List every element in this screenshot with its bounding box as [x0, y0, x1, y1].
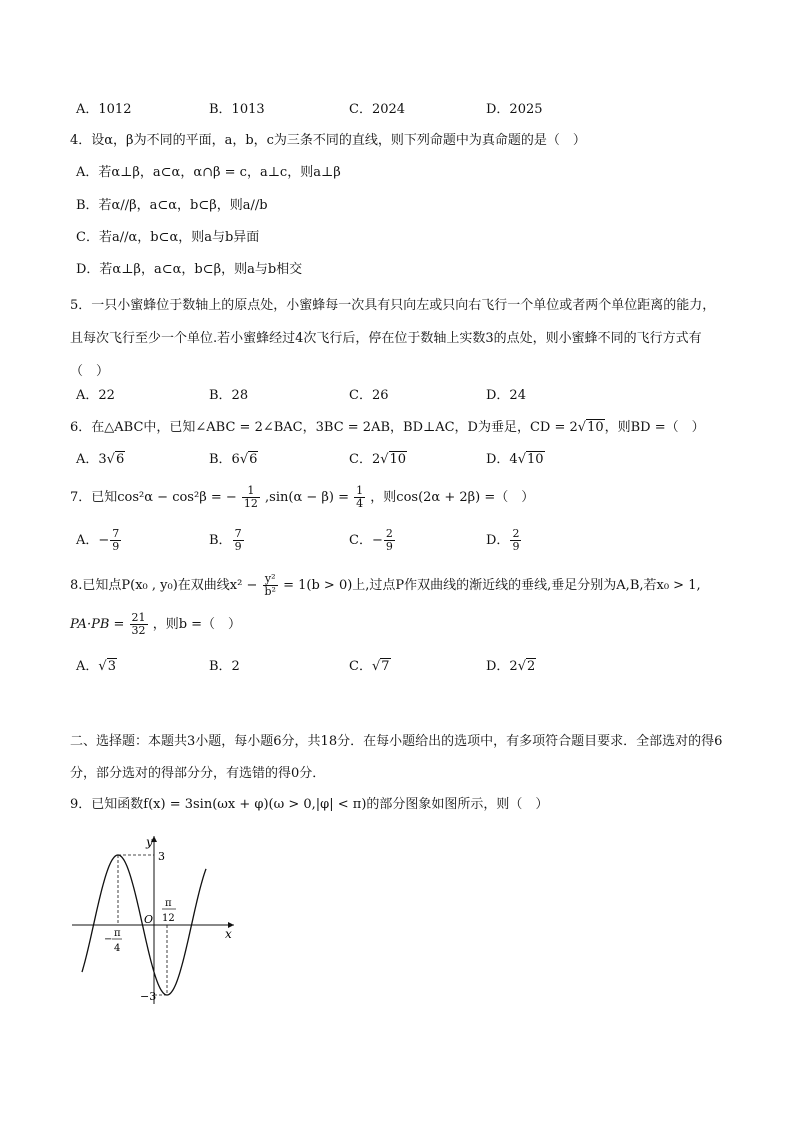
xtick-2-den: 12: [162, 913, 175, 924]
q3-options: [76, 99, 726, 121]
q7-option-a[interactable]: A．− $\frac{7}{9}$: [76, 527, 120, 553]
q7-frac-1: $\frac{1}{12}$: [243, 484, 258, 510]
q4-option-a[interactable]: A．若α⊥β，a⊂α，α∩β = c，a⊥c，则a⊥β: [76, 165, 341, 180]
function-graph: [70, 832, 250, 1012]
q5-options: [76, 385, 726, 407]
q8-option-a[interactable]: A．√3: [76, 659, 116, 674]
q3-option-c[interactable]: C．2024: [349, 102, 406, 117]
q6-option-c[interactable]: C．2√10: [349, 452, 407, 467]
q7-options: [76, 528, 726, 558]
q6-option-a[interactable]: A．3√6: [76, 452, 125, 467]
q5-option-d[interactable]: D．24: [486, 388, 526, 403]
q4-option-d[interactable]: D．若α⊥β，a⊂α，b⊂β，则a与b相交: [76, 262, 303, 277]
q5-option-c[interactable]: C．26: [349, 388, 389, 403]
q6-options: [76, 449, 726, 471]
q8-stem-line2: PA·PB = $\frac{21}{32}$ ，则b =（ ）: [70, 611, 242, 637]
q8-frac-1: $\frac{\text{y²}}{\text{b²}}$: [264, 572, 276, 598]
q6-option-b[interactable]: B．6√6: [209, 452, 258, 467]
q7-frac-2: $\frac{1}{4}$: [356, 484, 364, 510]
q7-option-c[interactable]: C．− $\frac{2}{9}$: [349, 527, 393, 553]
q8-option-d[interactable]: D．2√2: [486, 659, 536, 674]
q6-stem: 6．在△ABC中，已知∠ABC = 2∠BAC，3BC = 2AB，BD⊥AC，D为垂足，CD = 2√10，则BD =（ ）: [70, 420, 705, 435]
q6-option-d[interactable]: D．4√10: [486, 452, 544, 467]
y-max-label: 3: [158, 850, 165, 863]
q5-option-b[interactable]: B．28: [209, 388, 249, 403]
q4-option-b[interactable]: B．若α//β，a⊂α，b⊂β，则a//b: [76, 198, 268, 213]
q8-options: [76, 656, 726, 678]
q4-option-c[interactable]: C．若a//α，b⊂α，则a与b异面: [76, 230, 260, 245]
xtick-2-num: π: [165, 898, 172, 909]
q3-option-a[interactable]: A．1012: [76, 102, 132, 117]
q8-frac-2: $\frac{21}{32}$: [131, 611, 146, 637]
q7-option-b[interactable]: B． $\frac{7}{9}$: [209, 527, 242, 553]
q3-option-d[interactable]: D．2025: [486, 102, 543, 117]
q8-stem: 8.已知点P(x₀ , y₀)在双曲线x² − $\frac{\text{y²}}{\text{b²}}$ = 1(b > 0)上,过点P作双曲线的渐近线的垂线,垂足分别为A,B,若x₀ > 1,: [70, 572, 701, 598]
q7-option-d[interactable]: D． $\frac{2}{9}$: [486, 527, 520, 553]
origin-label: O: [144, 913, 154, 926]
q8-option-c[interactable]: C．√7: [349, 659, 390, 674]
xtick-1-num: π: [114, 928, 121, 939]
q3-option-b[interactable]: B．1013: [209, 102, 265, 117]
q4-stem: 4．设α，β为不同的平面，a，b，c为三条不同的直线，则下列命题中为真命题的是（ ）: [70, 133, 586, 148]
x-axis-label: x: [225, 927, 232, 941]
q5-stem: 5．一只小蜜蜂位于数轴上的原点处，小蜜蜂每一次具有只向左或只向右飞行一个单位或者两个单位距离的能力，且每次飞行至少一个单位.若小蜜蜂经过4次飞行后，停在位于数轴上实数3的点处，则小蜜蜂不同的飞行方式有（ ）: [70, 298, 716, 379]
y-min-label: −3: [140, 990, 157, 1003]
q5-option-a[interactable]: A．22: [76, 388, 115, 403]
xtick-1-sign: −: [104, 934, 113, 945]
xtick-1-den: 4: [114, 943, 121, 954]
section-2-heading: 二、选择题：本题共3小题，每小题6分，共18分．在每小题给出的选项中，有多项符合题目要求．全部选对的得6分，部分选对的得部分分，有选错的得0分．: [70, 734, 723, 781]
q9-stem: 9．已知函数f(x) = 3sin(ωx + φ)(ω > 0,|φ| < π)的部分图象如图所示，则（ ）: [70, 797, 549, 812]
y-axis-label: y: [146, 835, 153, 849]
q7-stem: 7．已知cos²α − cos²β = − $\frac{1}{12}$ ,sin(α − β) = $\frac{1}{4}$ ，则cos(2α + 2β) =（ ）: [70, 484, 535, 510]
q8-option-b[interactable]: B．2: [209, 659, 240, 674]
